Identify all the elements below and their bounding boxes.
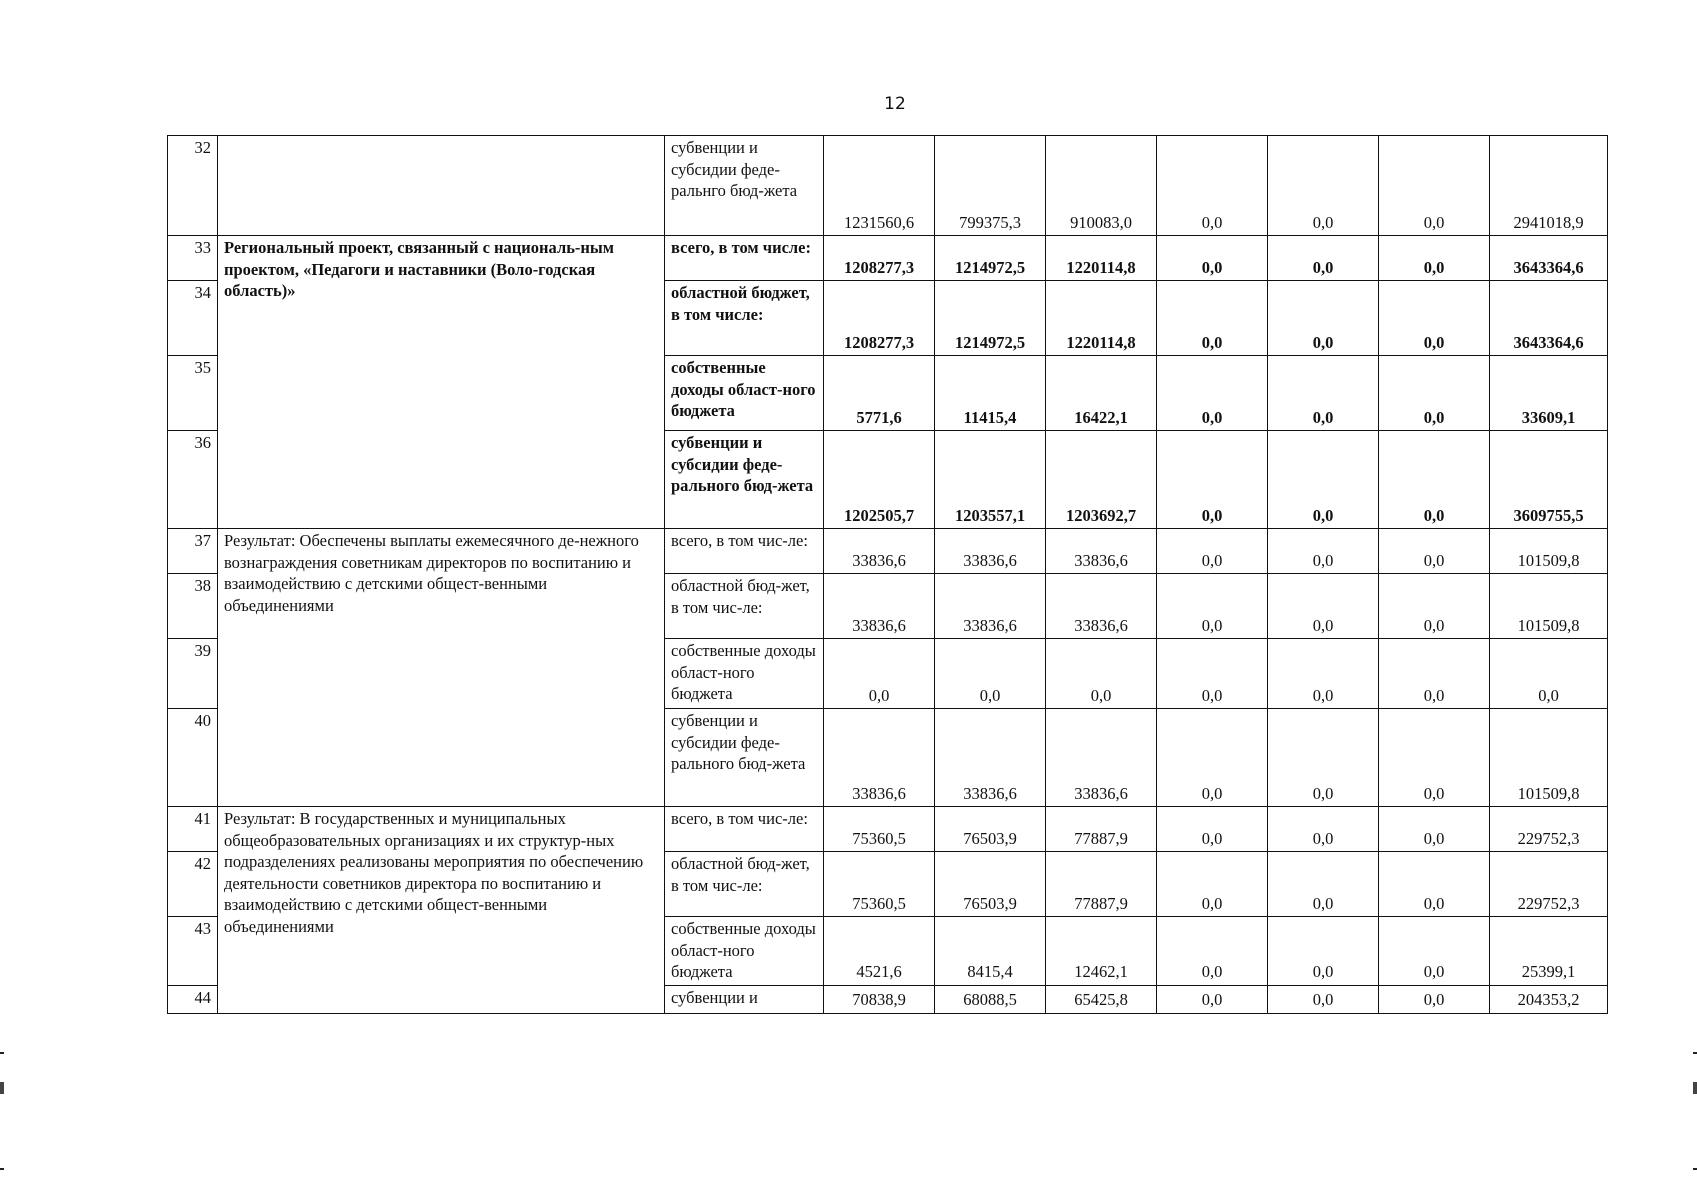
row-number: 39 xyxy=(168,639,218,709)
year-value: 1202505,7 xyxy=(824,431,935,529)
row-number: 43 xyxy=(168,917,218,986)
year-value: 0,0 xyxy=(1157,236,1268,281)
total-value: 3609755,5 xyxy=(1490,431,1608,529)
funding-source: собственные доходы област-ного бюджета xyxy=(665,356,824,431)
year-value: 33836,6 xyxy=(1046,709,1157,807)
year-value: 0,0 xyxy=(1379,709,1490,807)
year-value: 0,0 xyxy=(1157,356,1268,431)
budget-table xyxy=(167,135,1608,1014)
scan-mark xyxy=(1693,1052,1697,1054)
total-value: 3643364,6 xyxy=(1490,236,1608,281)
year-value: 1231560,6 xyxy=(824,136,935,236)
year-value: 33836,6 xyxy=(935,529,1046,574)
total-value: 229752,3 xyxy=(1490,807,1608,852)
year-value: 0,0 xyxy=(1379,529,1490,574)
funding-source: областной бюд-жет, в том чис-ле: xyxy=(665,852,824,917)
total-value: 101509,8 xyxy=(1490,529,1608,574)
year-value: 0,0 xyxy=(1157,574,1268,639)
row-number: 34 xyxy=(168,281,218,356)
year-value: 77887,9 xyxy=(1046,807,1157,852)
year-value: 0,0 xyxy=(1379,431,1490,529)
scan-mark xyxy=(1693,1082,1697,1094)
year-value: 16422,1 xyxy=(1046,356,1157,431)
year-value: 0,0 xyxy=(1268,529,1379,574)
year-value: 76503,9 xyxy=(935,807,1046,852)
year-value: 0,0 xyxy=(1268,356,1379,431)
year-value: 0,0 xyxy=(1379,917,1490,986)
year-value: 0,0 xyxy=(1379,281,1490,356)
year-value: 0,0 xyxy=(1157,985,1268,1013)
row-number: 38 xyxy=(168,574,218,639)
year-value: 0,0 xyxy=(1379,574,1490,639)
table-body xyxy=(168,136,1608,1014)
year-value: 5771,6 xyxy=(824,356,935,431)
row-number: 35 xyxy=(168,356,218,431)
year-value: 1208277,3 xyxy=(824,236,935,281)
year-value: 33836,6 xyxy=(935,574,1046,639)
row-description: Региональный проект, связанный с националь-ным проектом, «Педагоги и наставники (Воло-годская область)» xyxy=(218,236,665,529)
year-value: 0,0 xyxy=(1157,807,1268,852)
total-value: 33609,1 xyxy=(1490,356,1608,431)
row-number: 32 xyxy=(168,136,218,236)
year-value: 0,0 xyxy=(1268,639,1379,709)
year-value: 8415,4 xyxy=(935,917,1046,986)
funding-source: субвенции и xyxy=(665,985,824,1013)
year-value: 1214972,5 xyxy=(935,281,1046,356)
year-value: 0,0 xyxy=(1268,574,1379,639)
year-value: 0,0 xyxy=(1157,281,1268,356)
year-value: 0,0 xyxy=(824,639,935,709)
year-value: 0,0 xyxy=(1268,985,1379,1013)
row-number: 37 xyxy=(168,529,218,574)
row-description: Результат: Обеспечены выплаты ежемесячного де-нежного вознаграждения советникам директоров по воспитанию и взаимодействию с детскими общест-венными объединениями xyxy=(218,529,665,807)
funding-source: областной бюд-жет, в том чис-ле: xyxy=(665,574,824,639)
year-value: 0,0 xyxy=(1379,807,1490,852)
row-number: 44 xyxy=(168,985,218,1013)
year-value: 0,0 xyxy=(1157,529,1268,574)
year-value: 70838,9 xyxy=(824,985,935,1013)
table-row xyxy=(168,807,1608,852)
year-value: 0,0 xyxy=(1379,356,1490,431)
year-value: 1208277,3 xyxy=(824,281,935,356)
year-value: 0,0 xyxy=(935,639,1046,709)
total-value: 101509,8 xyxy=(1490,709,1608,807)
year-value: 910083,0 xyxy=(1046,136,1157,236)
year-value: 0,0 xyxy=(1268,709,1379,807)
funding-source: всего, в том числе: xyxy=(665,236,824,281)
total-value: 25399,1 xyxy=(1490,917,1608,986)
row-number: 36 xyxy=(168,431,218,529)
year-value: 33836,6 xyxy=(1046,574,1157,639)
year-value: 0,0 xyxy=(1268,917,1379,986)
year-value: 68088,5 xyxy=(935,985,1046,1013)
year-value: 799375,3 xyxy=(935,136,1046,236)
row-description xyxy=(218,136,665,236)
total-value: 101509,8 xyxy=(1490,574,1608,639)
funding-source: субвенции и субсидии феде-рального бюд-жета xyxy=(665,431,824,529)
year-value: 1220114,8 xyxy=(1046,236,1157,281)
year-value: 75360,5 xyxy=(824,807,935,852)
year-value: 0,0 xyxy=(1268,852,1379,917)
year-value: 0,0 xyxy=(1157,852,1268,917)
total-value: 229752,3 xyxy=(1490,852,1608,917)
page-number: 12 xyxy=(884,94,906,114)
funding-source: собственные доходы област-ного бюджета xyxy=(665,917,824,986)
funding-source: собственные доходы област-ного бюджета xyxy=(665,639,824,709)
year-value: 0,0 xyxy=(1046,639,1157,709)
year-value: 33836,6 xyxy=(824,709,935,807)
year-value: 0,0 xyxy=(1379,236,1490,281)
year-value: 76503,9 xyxy=(935,852,1046,917)
year-value: 1220114,8 xyxy=(1046,281,1157,356)
scan-mark xyxy=(0,1082,4,1094)
year-value: 0,0 xyxy=(1268,136,1379,236)
funding-source: субвенции и субсидии феде-рального бюд-жета xyxy=(665,709,824,807)
total-value: 2941018,9 xyxy=(1490,136,1608,236)
year-value: 75360,5 xyxy=(824,852,935,917)
year-value: 33836,6 xyxy=(1046,529,1157,574)
year-value: 0,0 xyxy=(1379,985,1490,1013)
year-value: 0,0 xyxy=(1157,917,1268,986)
table-row xyxy=(168,136,1608,236)
row-number: 42 xyxy=(168,852,218,917)
year-value: 65425,8 xyxy=(1046,985,1157,1013)
year-value: 0,0 xyxy=(1157,431,1268,529)
row-description: Результат: В государственных и муниципальных общеобразовательных организациях и их структур-ных подразделениях реализованы мероприятия по обеспечению деятельности советников директора по воспитанию и взаимодействию с детскими общест-венными объединениями xyxy=(218,807,665,1014)
year-value: 0,0 xyxy=(1157,136,1268,236)
year-value: 0,0 xyxy=(1157,709,1268,807)
funding-source: субвенции и субсидии феде-ральнго бюд-жета xyxy=(665,136,824,236)
year-value: 1203692,7 xyxy=(1046,431,1157,529)
year-value: 12462,1 xyxy=(1046,917,1157,986)
scan-mark xyxy=(1693,1168,1697,1170)
funding-source: областной бюджет, в том числе: xyxy=(665,281,824,356)
scan-mark xyxy=(0,1052,4,1054)
year-value: 0,0 xyxy=(1379,639,1490,709)
year-value: 11415,4 xyxy=(935,356,1046,431)
table-row xyxy=(168,236,1608,281)
year-value: 0,0 xyxy=(1268,431,1379,529)
total-value: 204353,2 xyxy=(1490,985,1608,1013)
year-value: 0,0 xyxy=(1379,136,1490,236)
year-value: 0,0 xyxy=(1157,639,1268,709)
scan-mark xyxy=(0,1168,4,1170)
table-row xyxy=(168,529,1608,574)
year-value: 0,0 xyxy=(1268,236,1379,281)
total-value: 0,0 xyxy=(1490,639,1608,709)
funding-source: всего, в том чис-ле: xyxy=(665,807,824,852)
row-number: 33 xyxy=(168,236,218,281)
year-value: 4521,6 xyxy=(824,917,935,986)
year-value: 33836,6 xyxy=(935,709,1046,807)
year-value: 1203557,1 xyxy=(935,431,1046,529)
row-number: 40 xyxy=(168,709,218,807)
row-number: 41 xyxy=(168,807,218,852)
year-value: 0,0 xyxy=(1379,852,1490,917)
year-value: 77887,9 xyxy=(1046,852,1157,917)
year-value: 1214972,5 xyxy=(935,236,1046,281)
year-value: 33836,6 xyxy=(824,529,935,574)
funding-source: всего, в том чис-ле: xyxy=(665,529,824,574)
year-value: 33836,6 xyxy=(824,574,935,639)
year-value: 0,0 xyxy=(1268,281,1379,356)
total-value: 3643364,6 xyxy=(1490,281,1608,356)
year-value: 0,0 xyxy=(1268,807,1379,852)
